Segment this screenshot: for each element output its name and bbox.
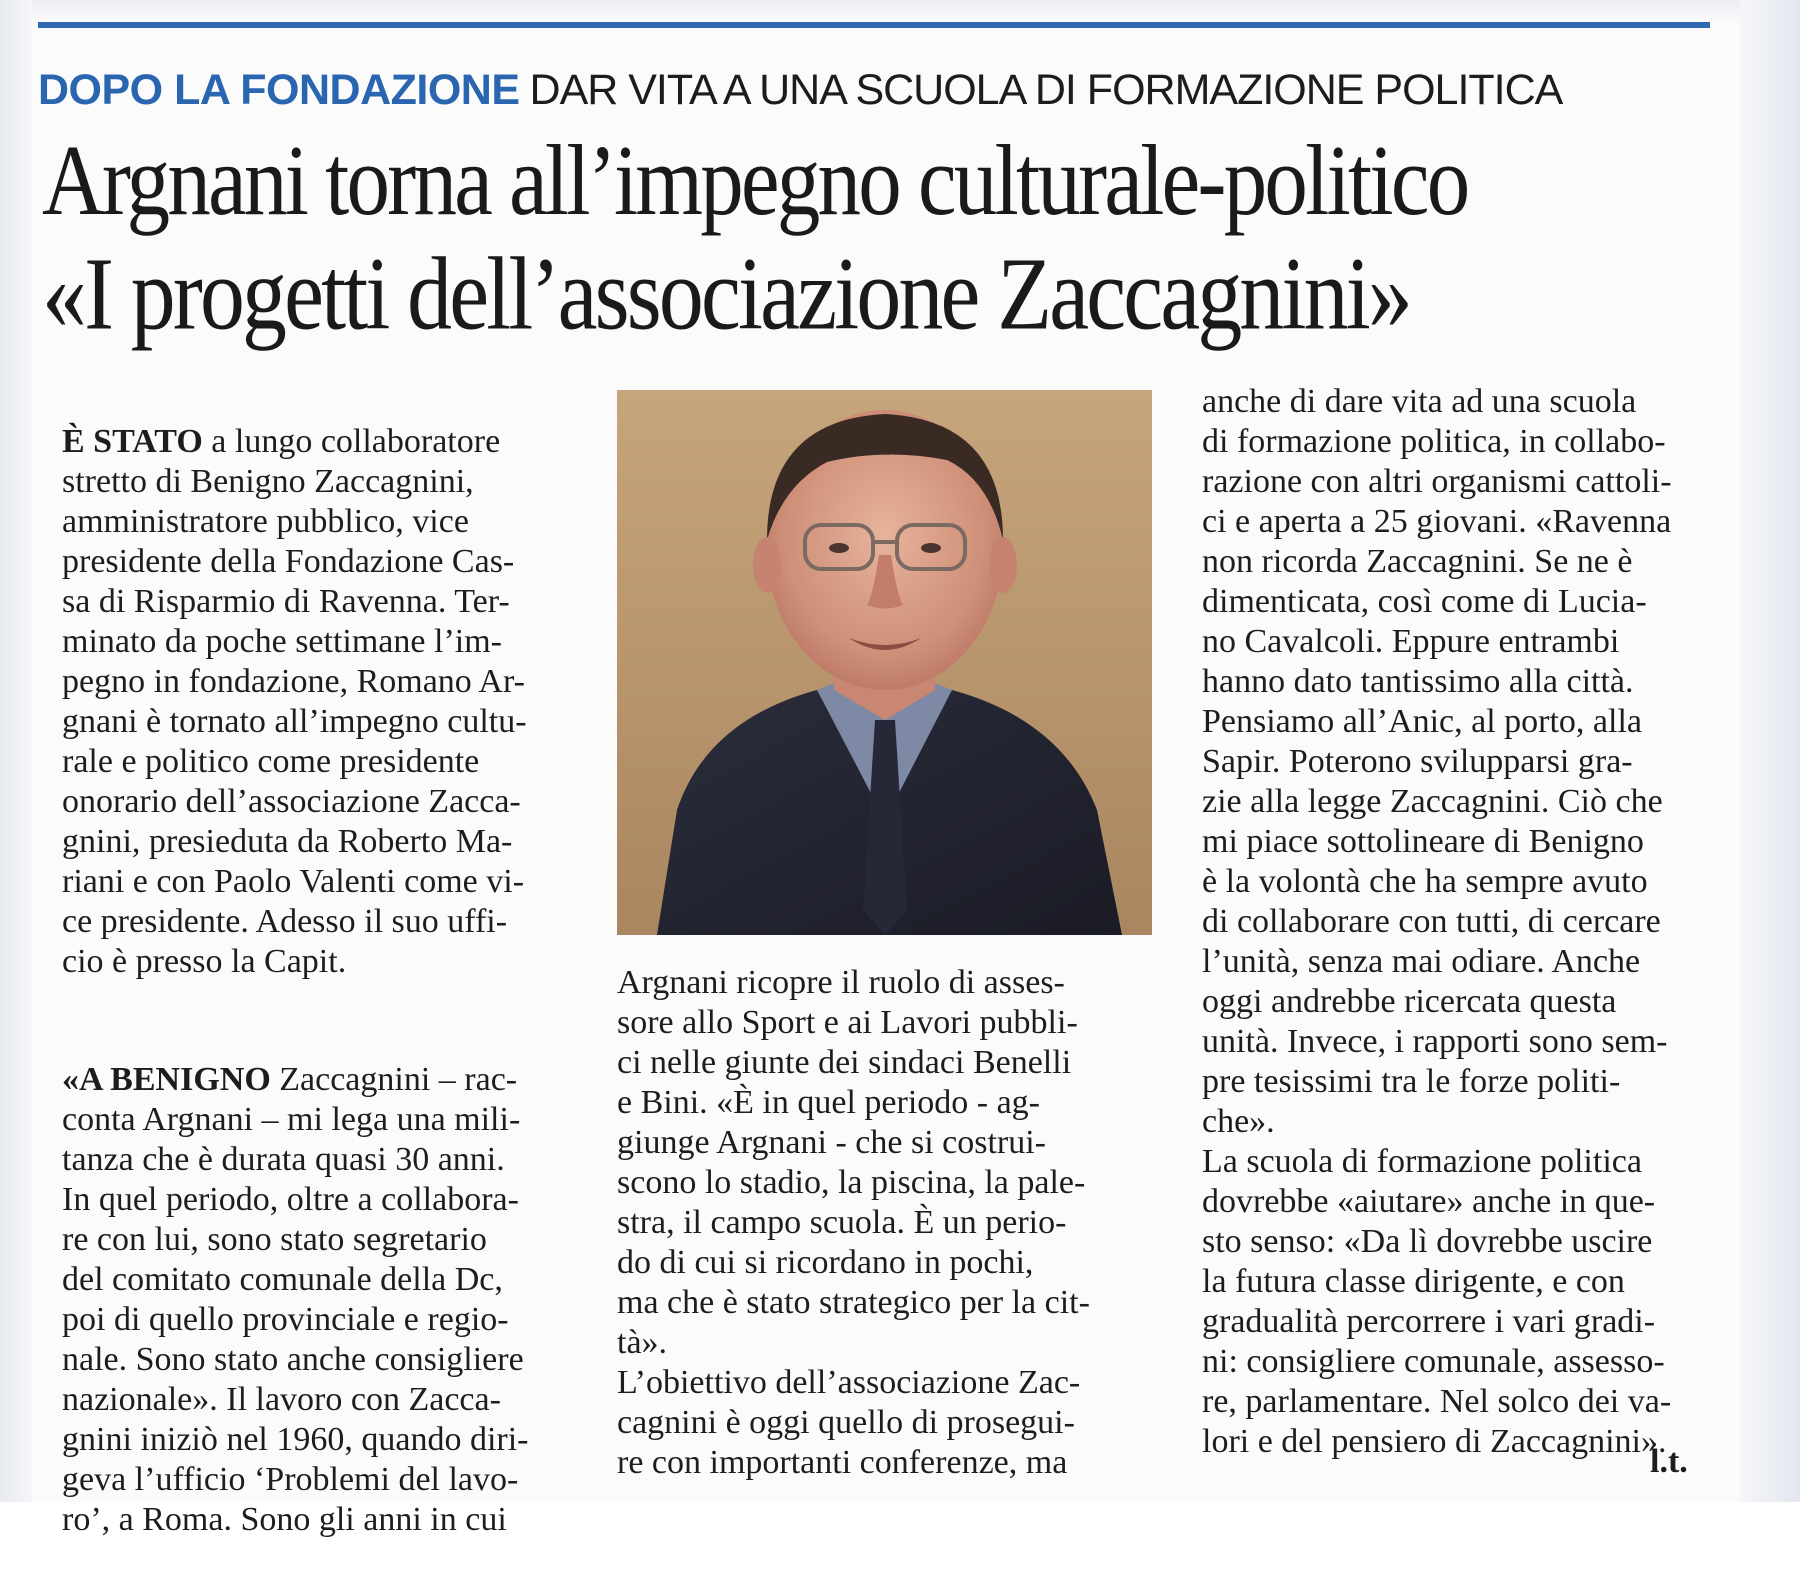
column-right: anche di dare vita ad una scuola di formazione politica, in collabo- razione con altri organismi cattoli- ci e aperta a 25 giovani. «Ravenna non ricorda Zaccagnini. Se ne è dimenticata, così come di Lucia- no Cavalcoli. Eppure entrambi hanno dato tantissimo alla città. Pensiamo all’Anic, al porto, alla Sapir. Poterono svilupparsi gra- zie alla legge Zaccagnini. Ciò che mi piace sottolineare di Benigno è la volontà che ha sempre avuto di collaborare con tutti, di cercare l’unità, senza mai odiare. Anche oggi andrebbe ricercata questa unità. Invece, i rapporti sono sem- pre tesissimi tra le forze politi- che». La scuola di formazione politica dovrebbe «aiutare» anche in que- sto senso: «Da lì dovrebbe uscire la futura classe dirigente, e con gradualità percorrere i vari gradi- ni: consigliere comunale, assesso- re, parlamentare. Nel solco dei va- lori e del pensiero di Zaccagnini».: [1202, 383, 1672, 1460]
byline: l.t.: [1650, 1443, 1688, 1480]
kicker: [38, 62, 1738, 118]
adjacent-article-bleed-top: [0, 0, 1800, 22]
kicker-lead: DOPO LA FONDAZIONE: [38, 66, 520, 114]
top-rule: [38, 22, 1710, 28]
paragraph-1: [62, 422, 582, 982]
headline-line-2: «I progetti dell’associazione Zaccagnini»: [42, 235, 1410, 352]
kicker-rest: DAR VITA A UNA SCUOLA DI FORMAZIONE POLITICA: [529, 66, 1563, 114]
paragraph-2-text: Zaccagnini – rac- conta Argnani – mi lega una mili- tanza che è durata quasi 30 anni. In quel periodo, oltre a collabora- re con lui, sono stato segretario del comitato comunale della Dc, poi di quello provinciale e regio- nale. Sono stato anche consigliere nazionale». Il lavoro con Zacca- gnini iniziò nel 1960, quando diri- geva l’ufficio ‘Problemi del lavo- ro’, a Roma. Sono gli anni in cui: [62, 1061, 529, 1538]
adjacent-article-bleed-right: [1740, 0, 1800, 1502]
adjacent-article-bleed-left: [0, 0, 32, 1502]
column-middle: Argnani ricopre il ruolo di asses- sore allo Sport e ai Lavori pubbli- ci nelle giunte dei sindaci Benelli e Bini. «È in quel periodo - ag- giunge Argnani - che si costrui- scono lo stadio, la piscina, la pale- stra, il campo scuola. È un perio- do di cui si ricordano in pochi, ma che è stato strategico per la cit- tà». L’obiettivo dell’associazione Zac- cagnini è oggi quello di prosegui- re con importanti conferenze, ma: [617, 964, 1090, 1481]
paragraph-1-lead-in: È STATO: [62, 423, 203, 460]
paragraph-1-text: a lungo collaboratore stretto di Benigno Zaccagnini, amministratore pubblico, vice presidente della Fondazione Cas- sa di Risparmio di Ravenna. Ter- minato da poche settimane l’im- pegno in fondazione, Romano Ar- gnani è tornato all’impegno cultu- rale e politico come presidente onorario dell’associazione Zacca- gnini, presieduta da Roberto Ma- riani e con Paolo Valenti come vi- ce presidente. Adesso il suo uffi- cio è presso la Capit.: [62, 423, 527, 980]
paragraph-2-lead-in: «A BENIGNO: [62, 1061, 271, 1098]
portrait-photo: [617, 390, 1152, 935]
portrait-illustration: [617, 390, 1152, 935]
column-left: [62, 382, 582, 1580]
paragraph-2: [62, 1060, 582, 1540]
headline-line-1: Argnani torna all’impegno culturale-politico: [42, 123, 1468, 237]
